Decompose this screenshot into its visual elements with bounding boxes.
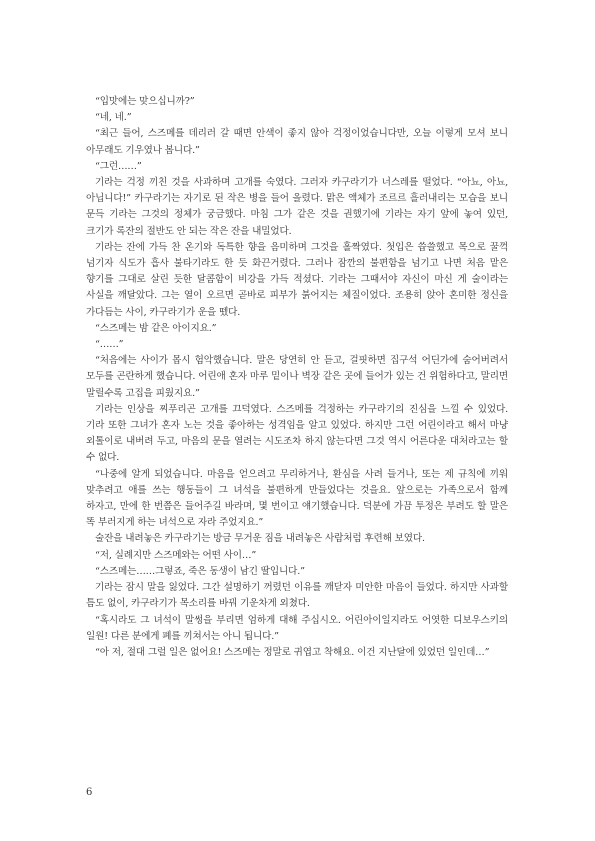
paragraph: “저, 실례지만 스즈메와는 어떤 사이…” xyxy=(95,549,257,561)
paragraph: “네, 네.” xyxy=(95,112,132,124)
paragraph: 기라는 잠시 말을 잃었다. 그간 설명하기 꺼렸던 이유를 깨닫자 미안한 마음이 들었다. 하지만 사과할 틈도 없이, 카구라기가 목소리를 바꿔 기운차게 외쳤다. xyxy=(86,582,508,610)
body-text xyxy=(86,94,508,661)
paragraph: 술잔을 내려놓은 카구라기는 방금 무거운 짐을 내려놓은 사람처럼 후련해 보였다. xyxy=(95,533,425,545)
paragraph: 기라는 걱정 끼친 것을 사과하며 고개를 숙였다. 그러자 카구라기가 너스레를 떨었다. “아뇨, 아뇨, 아닙니다!” 카구라기는 자기로 된 작은 병을 들어 올렸다. 맑은 액체가 조르르 흘러내리는 모습을 보니 문득 기라는 그것의 정체가 궁금했다. 마침 그가 같은 것을 권했기에 기라는 자기 앞에 놓여 있던, 크기가 록잔의 절반도 안 되는 작은 잔을 내밀었다. xyxy=(86,177,508,237)
paragraph: “혹시라도 그 녀석이 말썽을 부리면 엄하게 대해 주십시오. 어린아이일지라도 어엿한 디보우스키의 일원! 다른 분에게 폐를 끼쳐서는 아니 됩니다.” xyxy=(86,614,508,642)
paragraph: 기라는 잔에 가득 찬 온기와 독특한 향을 음미하며 그것을 홀짝였다. 첫입은 씁쓸했고 목으로 꿀꺽 넘기자 식도가 흡사 불타기라도 한 듯 화끈거렸다. 그러나 잠깐의 불편함을 넘기고 나면 처음 맡은 향기를 그대로 살린 듯한 달콤함이 비강을 가득 적셨다. 기라는 그때서야 자신이 마신 게 술이라는 사실을 깨달았다. 그는 열이 오르면 곧바로 피부가 붉어지는 체질이었다. 조용히 앉아 혼미한 정신을 가다듬는 사이, 카구라기가 운을 뗐다. xyxy=(86,241,508,318)
paragraph: 기라는 인상을 찌푸리곤 고개를 끄덕였다. 스즈메를 걱정하는 카구라기의 진심을 느낄 수 있었다. 기라 또한 그녀가 혼자 노는 것을 좋아하는 성격임을 알고 있었다. 하지만 그런 어린이라고 해서 마냥 외톨이로 내버려 두고, 마음의 문을 열려는 시도조차 하지 않는다면 그것 역시 어른다운 대처라고는 할 수 없다. xyxy=(86,403,508,464)
paragraph: “처음에는 사이가 몹시 험악했습니다. 말은 당연히 안 듣고, 걸핏하면 집구석 어딘가에 숨어버려서 모두를 곤란하게 했습니다. 어린애 혼자 마루 밑이나 벽장 같은 곳에 들어가 있는 건 위험하다고, 말리면 말릴수록 고집을 피웠지요.” xyxy=(86,355,508,399)
paragraph: “그런……” xyxy=(95,160,142,172)
paragraph: “최근 들어, 스즈메를 데리러 갈 때면 안색이 좋지 않아 걱정이었습니다만, 오늘 이렇게 모셔 보니 아무래도 기우였나 봅니다.” xyxy=(86,128,508,156)
paragraph: “입맛에는 맞으십니까?” xyxy=(95,96,195,107)
paragraph: “나중에 알게 되었습니다. 마음을 얻으려고 무리하거나, 환심을 사려 들거나, 또는 제 규칙에 끼워 맞추려고 애를 쓰는 행동들이 그 녀석을 불편하게 만들었다는 것을요. 앞으로는 가족으로서 함께 하자고, 만에 한 번쯤은 들어주길 바라며, 몇 번이고 얘기했습니다. 덕분에 가끔 투정은 부려도 할 말은 똑 부러지게 하는 녀석으로 자라 주었지요.” xyxy=(86,468,508,529)
paragraph: “스즈메는……그렇죠, 죽은 동생이 남긴 딸입니다.” xyxy=(95,565,305,577)
paragraph: “스즈메는 밤 같은 아이지요.” xyxy=(95,322,217,334)
page-number: 6 xyxy=(86,787,93,798)
paragraph: “아 저, 절대 그럴 일은 없어요! 스즈메는 정말로 귀엽고 착해요. 이건 지난달에 있었던 일인데…” xyxy=(95,646,490,658)
paragraph: “……” xyxy=(95,339,124,351)
